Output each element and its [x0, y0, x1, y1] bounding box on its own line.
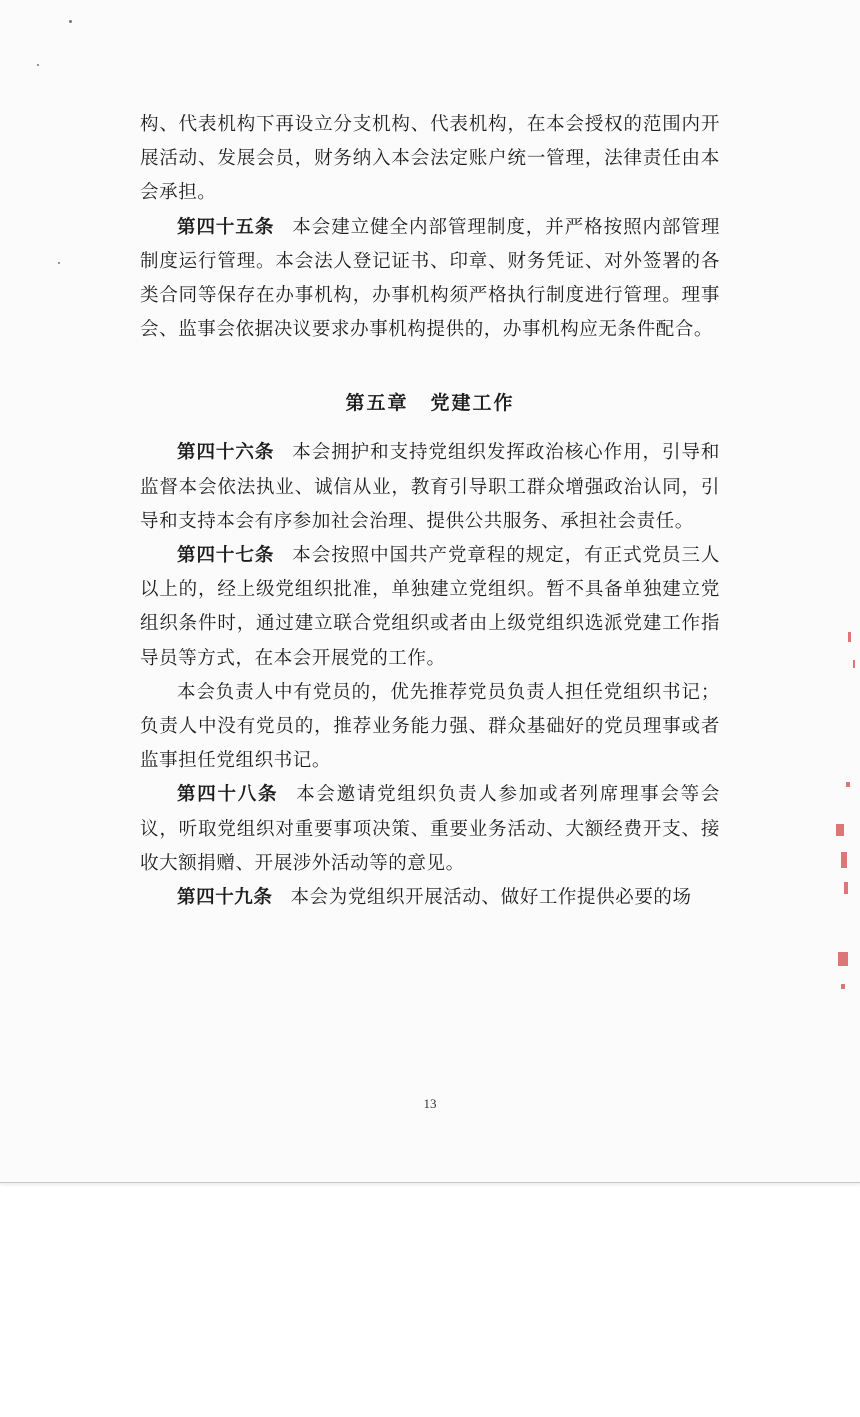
chapter-heading	[0, 387, 860, 419]
chapter-number: 第五章	[345, 392, 409, 415]
article-49-heading: 第四十九条	[177, 887, 273, 909]
article-49	[140, 881, 720, 915]
seal-edge-mark	[841, 984, 845, 989]
page-number: 13	[423, 1096, 437, 1111]
paragraph-party-secretary: 本会负责人中有党员的，优先推荐党员负责人担任党组织书记；负责人中没有党员的，推荐业务能力强、群众基础好的党员理事或者监事担任党组织书记。	[140, 681, 720, 772]
article-47	[140, 539, 720, 676]
article-48	[140, 778, 720, 881]
paragraph-continuation: 构、代表机构下再设立分支机构、代表机构，在本会授权的范围内开展活动、发展会员，财务纳入本会法定账户统一管理，法律责任由本会承担。	[140, 114, 720, 204]
article-46-heading: 第四十六条	[177, 442, 275, 464]
article-48-heading: 第四十八条	[177, 784, 279, 806]
article-45-heading: 第四十五条	[177, 216, 275, 238]
document-body	[0, 108, 860, 915]
article-46	[140, 436, 720, 539]
article-45	[140, 211, 720, 348]
seal-edge-mark	[838, 952, 848, 966]
article-48-text: 本会邀请党组织负责人参加或者列席理事会等会议，听取党组织对重要事项决策、重要业务活动、大额经费开支、接收大额捐赠、开展涉外活动等的意见。	[140, 784, 720, 874]
article-46-text: 本会拥护和支持党组织发挥政治核心作用，引导和监督本会依法执业、诚信从业，教育引导职工群众增强政治认同，引导和支持本会有序参加社会治理、提供公共服务、承担社会责任。	[140, 442, 720, 532]
article-49-text: 本会为党组织开展活动、做好工作提供必要的场	[290, 887, 692, 909]
article-45-text: 本会建立健全内部管理制度，并严格按照内部管理制度运行管理。本会法人登记证书、印章、财务凭证、对外签署的各类合同等保存在办事机构，办事机构须严格执行制度进行管理。理事会、监事会依据决议要求办事机构提供的，办事机构应无条件配合。	[140, 216, 720, 341]
chapter-title: 党建工作	[430, 392, 515, 415]
scan-speck	[37, 64, 39, 66]
article-47-heading: 第四十七条	[177, 545, 275, 567]
scan-speck	[69, 20, 72, 23]
article-47-text: 本会按照中国共产党章程的规定，有正式党员三人以上的，经上级党组织批准，单独建立党组织。暂不具备单独建立党组织条件时，通过建立联合党组织或者由上级党组织选派党建工作指导员等方式，在本会开展党的工作。	[140, 545, 720, 669]
